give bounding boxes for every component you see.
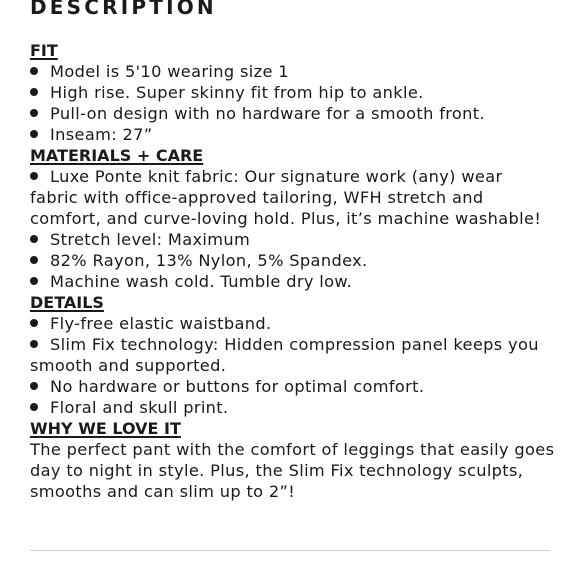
bullet-icon: [30, 67, 38, 75]
list-item: [30, 82, 555, 103]
list-item: [30, 313, 555, 334]
bullet-icon: [30, 172, 38, 180]
details-list: [30, 313, 555, 418]
list-item-text: High rise. Super skinny fit from hip to ankle.: [50, 83, 424, 102]
bullet-icon: [30, 256, 38, 264]
bullet-icon: [30, 319, 38, 327]
fit-list: [30, 61, 555, 145]
list-item-text: Inseam: 27”: [50, 125, 153, 144]
close-icon[interactable]: [524, 0, 554, 6]
bullet-icon: [30, 130, 38, 138]
list-item: [30, 229, 555, 250]
list-item-text: Fly-free elastic waistband.: [50, 314, 272, 333]
bullet-icon: [30, 109, 38, 117]
section-heading-why: WHY WE LOVE IT: [30, 419, 181, 438]
bullet-icon: [30, 277, 38, 285]
list-item: [30, 103, 555, 124]
list-item-text: Slim Fix technology: Hidden compression panel keeps you smooth and supported.: [30, 335, 539, 375]
description-content: [30, 40, 555, 502]
list-item: [30, 334, 555, 376]
list-item-text: Stretch level: Maximum: [50, 230, 251, 249]
bullet-icon: [30, 403, 38, 411]
section-heading-details: DETAILS: [30, 293, 104, 312]
list-item: [30, 166, 555, 229]
list-item-text: Floral and skull print.: [50, 398, 229, 417]
list-item: [30, 61, 555, 82]
list-item: [30, 376, 555, 397]
bullet-icon: [30, 235, 38, 243]
list-item: [30, 397, 555, 418]
list-item-text: Machine wash cold. Tumble dry low.: [50, 272, 352, 291]
list-item-text: Luxe Ponte knit fabric: Our signature work (any) wear fabric with office-approved tailoring, WFH stretch and comfort, and curve-loving hold. Plus, it’s machine washable!: [30, 167, 542, 228]
materials-list: [30, 166, 555, 292]
list-item-text: Model is 5'10 wearing size 1: [50, 62, 289, 81]
bullet-icon: [30, 382, 38, 390]
why-we-love-it-text: The perfect pant with the comfort of leggings that easily goes day to night in style. Plus, the Slim Fix technology sculpts, smooths and can slim up to 2”!: [30, 440, 555, 501]
list-item: [30, 124, 555, 145]
list-item-text: Pull-on design with no hardware for a smooth front.: [50, 104, 485, 123]
list-item: [30, 271, 555, 292]
bullet-icon: [30, 88, 38, 96]
divider: [30, 550, 550, 551]
description-header: [30, 0, 560, 24]
section-heading-materials: MATERIALS + CARE: [30, 146, 204, 165]
page-title: DESCRIPTION: [30, 0, 217, 19]
list-item-text: No hardware or buttons for optimal comfort.: [50, 377, 425, 396]
list-item: [30, 250, 555, 271]
section-heading-fit: FIT: [30, 41, 58, 60]
list-item-text: 82% Rayon, 13% Nylon, 5% Spandex.: [50, 251, 368, 270]
bullet-icon: [30, 340, 38, 348]
